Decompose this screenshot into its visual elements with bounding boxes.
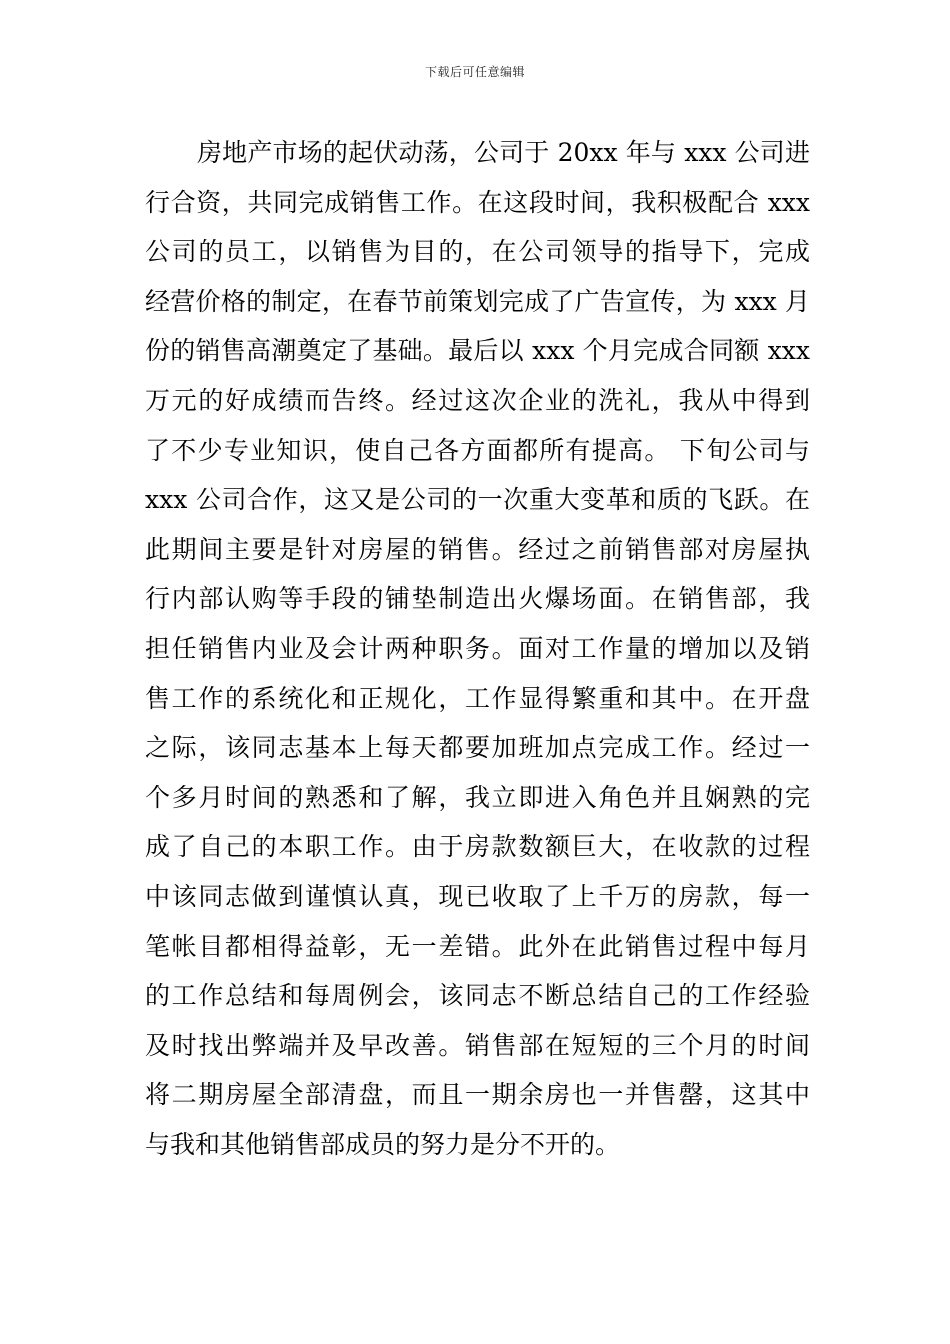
paragraph-line: 经营价格的制定，在春节前策划完成了广告宣传，为 xxx 月 xyxy=(145,286,810,316)
paragraph-line: 的工作总结和每周例会，该同志不断总结自己的工作经验 xyxy=(145,981,810,1011)
paragraph-line: 行内部认购等手段的铺垫制造出火爆场面。在销售部，我 xyxy=(145,584,810,614)
paragraph-line: 了不少专业知识，使自己各方面都所有提高。 下旬公司与 xyxy=(145,435,810,465)
paragraph-line: 售工作的系统化和正规化，工作显得繁重和其中。在开盘 xyxy=(145,683,810,713)
paragraph-line: 万元的好成绩而告终。经过这次企业的洗礼，我从中得到 xyxy=(145,385,810,415)
paragraph-line: 此期间主要是针对房屋的销售。经过之前销售部对房屋执 xyxy=(145,534,810,564)
paragraph-line: 及时找出弊端并及早改善。销售部在短短的三个月的时间 xyxy=(145,1030,810,1060)
paragraph-line: 房地产市场的起伏动荡，公司于 20xx 年与 xxx 公司进 xyxy=(197,138,810,167)
paragraph-line-last: 与我和其他销售部成员的努力是分不开的。 xyxy=(145,1129,621,1159)
paragraph-line: 个多月时间的熟悉和了解，我立即进入角色并且娴熟的完 xyxy=(145,782,810,812)
paragraph-line: 成了自己的本职工作。由于房款数额巨大，在收款的过程 xyxy=(145,832,810,862)
paragraph-line: 公司的员工，以销售为目的，在公司领导的指导下，完成 xyxy=(145,237,810,267)
body-paragraph xyxy=(145,128,810,1169)
paragraph-line: xxx 公司合作，这又是公司的一次重大变革和质的飞跃。在 xyxy=(145,485,810,515)
paragraph-line: 之际，该同志基本上每天都要加班加点完成工作。经过一 xyxy=(145,733,810,763)
paragraph-line: 行合资，共同完成销售工作。在这段时间，我积极配合 xxx xyxy=(145,187,810,217)
paragraph-line: 担任销售内业及会计两种职务。面对工作量的增加以及销 xyxy=(145,633,810,663)
paragraph-line: 笔帐目都相得益彰，无一差错。此外在此销售过程中每月 xyxy=(145,931,810,961)
paragraph-line: 中该同志做到谨慎认真，现已收取了上千万的房款，每一 xyxy=(145,881,810,911)
paragraph-line: 份的销售高潮奠定了基础。最后以 xxx 个月完成合同额 xxx xyxy=(145,336,810,366)
paragraph-line: 将二期房屋全部清盘，而且一期余房也一并售罄，这其中 xyxy=(145,1080,810,1110)
page-header: 下载后可任意编辑 xyxy=(424,65,525,79)
